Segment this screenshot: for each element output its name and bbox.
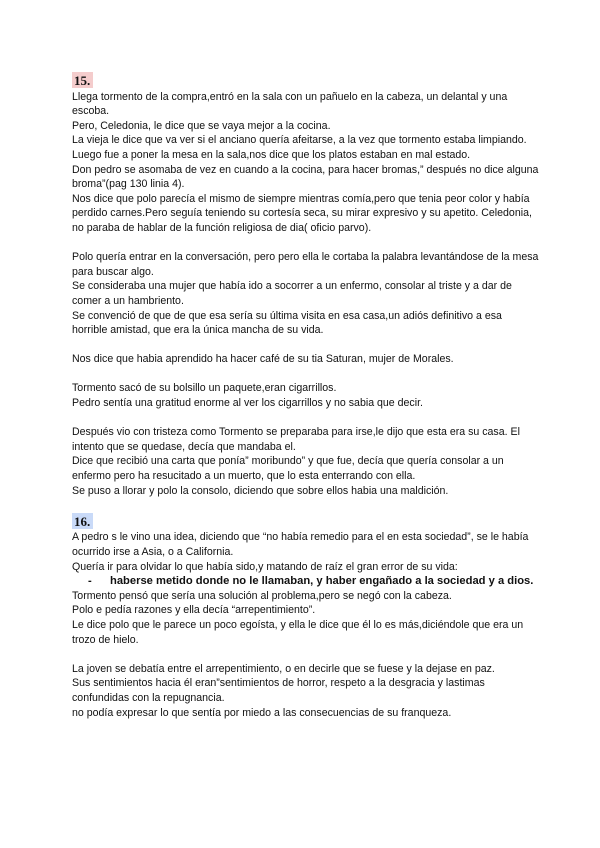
paragraph: Don pedro se asomaba de vez en cuando a la cocina, para hacer bromas,” después no dice alguna broma”(pag 130 linia 4). [72, 163, 539, 191]
paragraph: Dice que recibió una carta que ponía” moribundo” y que fue, decía que quería consolar a un enfermo pero ha resucitado a un muerto, que lo esta enterrando con ella. [72, 455, 504, 483]
paragraph: Quería ir para olvidar lo que había sido,y matando de raíz el gran error de su vida: [72, 560, 458, 573]
blank-line [72, 647, 540, 662]
paragraph: Tormento pensó que sería una solución al problema,pero se negó con la cabeza. [72, 589, 452, 602]
paragraph: Llega tormento de la compra,entró en la sala con un pañuelo en la cabeza, un delantal y una escoba. [72, 90, 508, 118]
bullet-text: haberse metido donde no le llamaban, y haber engañado a la sociedad y a dios. [110, 575, 534, 588]
paragraph: Le dice polo que le parece un poco egoísta, y ella le dice que él lo es más,diciéndole que era un trozo de hielo. [72, 618, 524, 646]
blank-line [72, 236, 540, 251]
section-15 [72, 72, 540, 498]
paragraph: Tormento sacó de su bolsillo un paquete,eran cigarrillos. [72, 382, 337, 395]
bullet-dash: - [88, 575, 92, 588]
paragraph: Polo e pedía razones y ella decía “arrepentimiento”. [72, 604, 316, 617]
paragraph: Se convenció de que de que esa sería su última visita en esa casa,un adiós definitivo a esa horrible amistad, que era la única mancha de su vida. [72, 309, 502, 337]
section-15-body [72, 90, 540, 499]
paragraph: A pedro s le vino una idea, diciendo que “no había remedio para el en esta sociedad”, se le había ocurrido irse a Asia, o a California. [72, 531, 529, 558]
section-15-heading: 15. [72, 72, 93, 88]
paragraph: Sus sentimientos hacia él eran”sentimientos de horror, respeto a la desgracia y lastimas confundidas con la repugnancia. [72, 677, 485, 704]
bullet-item [88, 574, 540, 589]
blank-line [72, 367, 540, 382]
blank-line [72, 498, 540, 513]
paragraph: La joven se debatía entre el arrepentimiento, o en decirle que se fuese y la dejase en paz. [72, 662, 495, 675]
paragraph: Pero, Celedonia, le dice que se vaya mejor a la cocina. [72, 119, 331, 132]
paragraph: La vieja le dice que va ver si el anciano quería afeitarse, a la vez que tormento estaba limpiando. Luego fue a poner la mesa en la sala,nos dice que los platos estaban en mal estado. [72, 134, 527, 161]
section-16-body [72, 530, 540, 720]
paragraph: no podía expresar lo que sentía por miedo a las consecuencias de su franqueza. [72, 706, 452, 719]
blank-line [72, 338, 540, 353]
blank-line [72, 411, 540, 426]
section-16-heading: 16. [72, 513, 93, 529]
paragraph: Pedro sentía una gratitud enorme al ver los cigarrillos y no sabia que decir. [72, 397, 423, 410]
paragraph: Se puso a llorar y polo la consolo, diciendo que sobre ellos habia una maldición. [72, 484, 449, 497]
paragraph: Nos dice que habia aprendido ha hacer café de su tia Saturan, mujer de Morales. [72, 353, 454, 366]
paragraph: Después vio con tristeza como Tormento se preparaba para irse,le dijo que esta era su casa. El intento que se quedase, decía que mandaba el. [72, 426, 520, 453]
paragraph: Nos dice que polo parecía el mismo de siempre mientras comía,pero que tenia peor color y había perdido carnes.Pero seguía teniendo su cortesía seca, su mirar expresivo y su apetito. Celedonia, no paraba de hablar de la función religiosa de dia( oficio parvo). [72, 192, 532, 234]
paragraph: Polo quería entrar en la conversación, pero pero ella le cortaba la palabra levantándose de la mesa para buscar algo. [72, 251, 539, 278]
paragraph: Se consideraba una mujer que había ido a socorrer a un enfermo, consolar al triste y a dar de comer a un hambriento. [72, 280, 512, 307]
section-16 [72, 513, 540, 720]
